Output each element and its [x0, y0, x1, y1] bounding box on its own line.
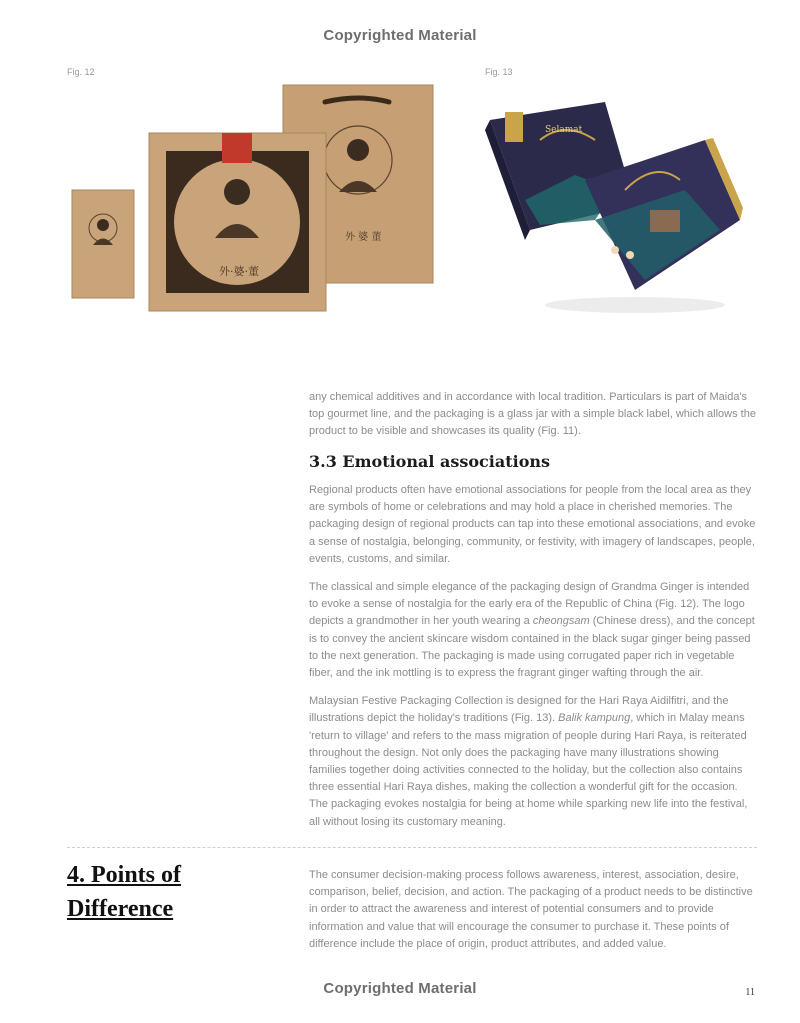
- paragraph-hari-raya: Malaysian Festive Packaging Collection is designed for the Hari Raya Aidilfitri, and the illustrations depict the holiday's traditions (Fig. 13). Balik kampung, which in Malay means 'return to village' and refers to the mass migration of people during Hari Raya, is reiterated throughout the design. Not only does the packaging have many illustrations showing families together doing activities connected to the holiday, but the collection also contains three essential Hari Raya dishes, making the collection a wonderful gift for the occasion. The packaging evokes nostalgia for being at home while sparking new life into the festival, all without losing its customary meaning.: [309, 695, 748, 828]
- grandma-ginger-packaging-photo: [67, 80, 447, 320]
- figure-12-image: [67, 80, 447, 320]
- paragraph-emotional-associations: Regional products often have emotional associations for people from the local area as they are symbols of home or celebrations and may hold a place in cherished memories. The packaging design of regional products can tap into these emotional associations, and evoke a sense of nostalgia, belonging, community, or festivity, with imagery of landscapes, people, events, customs, and similar.: [309, 484, 756, 565]
- section-body: [309, 482, 757, 831]
- chapter-intro-paragraph: The consumer decision-making process follows awareness, interest, association, desire, comparison, belief, decision, and action. The packaging of a product needs to be distinctive in order to attract the awareness and interest of potential consumers and to provide information and value that will encourage the consumer to purchase it. These points of difference include the place of origin, product attributes, and added value.: [309, 869, 753, 950]
- chapter-intro-block: [309, 867, 757, 953]
- section-divider: [67, 847, 757, 848]
- chapter-heading: 4. Points of Difference: [67, 862, 181, 922]
- figure-13-image: [485, 80, 757, 320]
- figure-12-label: Fig. 12: [67, 67, 95, 77]
- hari-raya-festive-packaging-photo: [485, 80, 757, 320]
- copyright-watermark-bottom: Copyrighted Material: [323, 980, 477, 997]
- continuation-paragraph: any chemical additives and in accordance with local tradition. Particulars is part of Maida's top gourmet line, and the packaging is a glass jar with a simple black label, which allows the product to be visible and showcases its quality (Fig. 11).: [309, 391, 756, 438]
- page-number: 11: [745, 987, 755, 998]
- section-heading: 3.3 Emotional associations: [309, 452, 551, 471]
- svg-text:外·婆·董: 外·婆·董: [219, 265, 259, 278]
- continuation-text-block: [309, 389, 757, 441]
- svg-text:Selamat: Selamat: [545, 125, 583, 135]
- figure-13-label: Fig. 13: [485, 67, 513, 77]
- copyright-watermark-top: Copyrighted Material: [323, 27, 477, 44]
- paragraph-grandma-ginger: The classical and simple elegance of the packaging design of Grandma Ginger is intended to evoke a sense of nostalgia for the early era of the Republic of China (Fig. 12). The logo depicts a grandmother in her youth wearing a cheongsam (Chinese dress), and the concept is to convey the ancient skincare wisdom contained in the black sugar ginger being passed to the next generation. The packaging is made using corrugated paper rich in vegetable fiber, and the ink mottling is to express the fragrant ginger wafting through the air.: [309, 581, 755, 680]
- svg-text:外 婆 董: 外 婆 董: [345, 232, 382, 243]
